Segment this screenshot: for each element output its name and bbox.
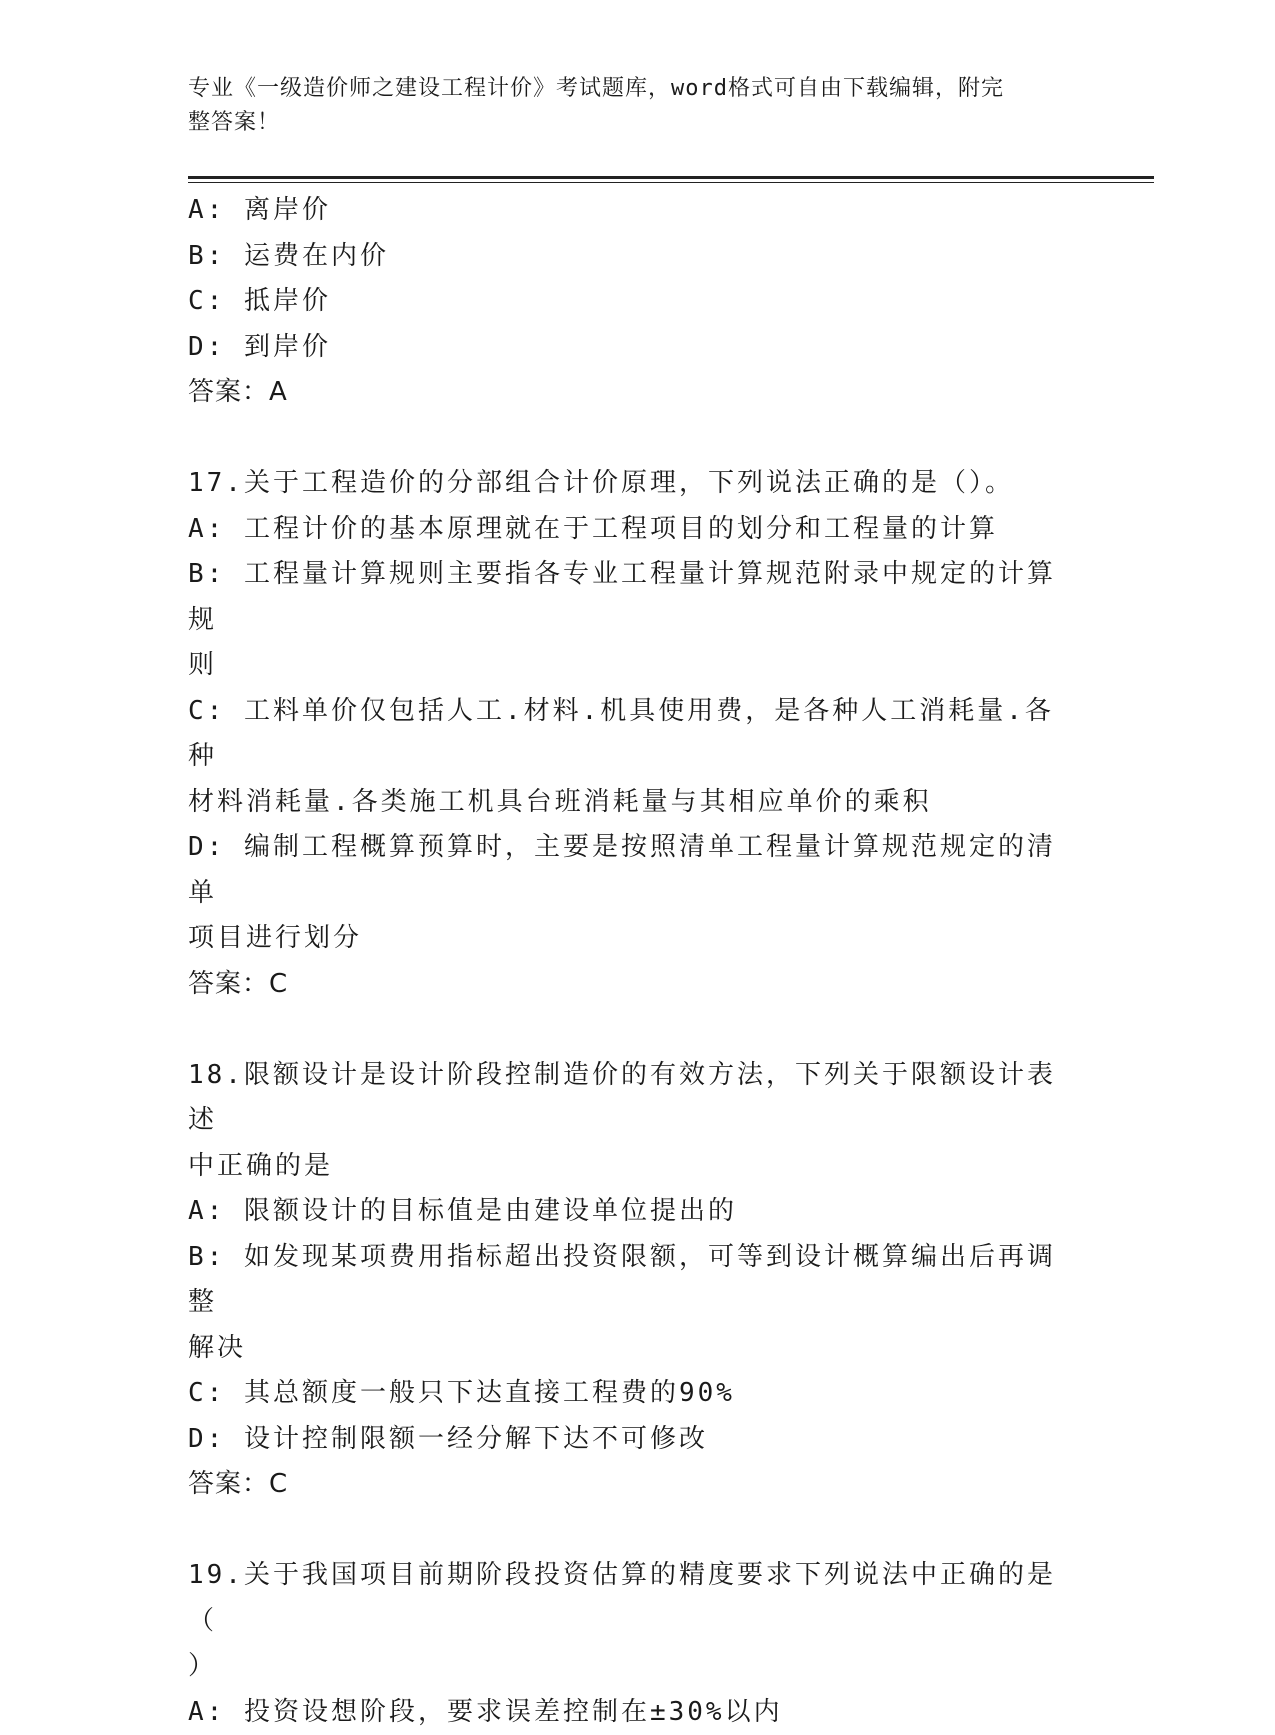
option-b: B: 运费在内价 (188, 234, 1068, 280)
option-d: D: 到岸价 (188, 325, 1068, 371)
option-c: C: 抵岸价 (188, 279, 1068, 325)
question-content (188, 188, 1068, 1735)
answer-line: 答案：A (188, 370, 1068, 416)
header-line-2: 整答案！ (188, 106, 1068, 140)
option-c: C: 工料单价仅包括人工.材料.机具使用费，是各种人工消耗量.各种 (188, 689, 1068, 780)
option-c-cont: 材料消耗量.各类施工机具台班消耗量与其相应单价的乘积 (188, 780, 1068, 826)
spacer (188, 1508, 1068, 1554)
header-rule-thick (188, 176, 1154, 179)
option-b-cont: 解决 (188, 1326, 1068, 1372)
option-c: C: 其总额度一般只下达直接工程费的90% (188, 1371, 1068, 1417)
option-d-cont: 项目进行划分 (188, 916, 1068, 962)
question-stem-cont: ） (188, 1644, 1068, 1690)
option-d: D: 设计控制限额一经分解下达不可修改 (188, 1417, 1068, 1463)
question-stem: 19.关于我国项目前期阶段投资估算的精度要求下列说法中正确的是（ (188, 1553, 1068, 1644)
question-stem-cont: 中正确的是 (188, 1144, 1068, 1190)
option-b: B: 如发现某项费用指标超出投资限额，可等到设计概算编出后再调整 (188, 1235, 1068, 1326)
option-a: A: 工程计价的基本原理就在于工程项目的划分和工程量的计算 (188, 507, 1068, 553)
header-rule-thin (188, 182, 1154, 183)
option-d: D: 编制工程概算预算时，主要是按照清单工程量计算规范规定的清单 (188, 825, 1068, 916)
question-19 (188, 1553, 1068, 1735)
spacer (188, 416, 1068, 462)
question-stem: 17.关于工程造价的分部组合计价原理，下列说法正确的是（）。 (188, 461, 1068, 507)
option-a: A: 离岸价 (188, 188, 1068, 234)
header-line-1: 专业《一级造价师之建设工程计价》考试题库，word格式可自由下载编辑，附完 (188, 72, 1068, 106)
option-a: A: 限额设计的目标值是由建设单位提出的 (188, 1189, 1068, 1235)
option-b-cont: 则 (188, 643, 1068, 689)
answer-line: 答案：C (188, 1462, 1068, 1508)
document-header (188, 72, 1068, 140)
answer-line: 答案：C (188, 962, 1068, 1008)
question-17 (188, 461, 1068, 1007)
spacer (188, 1007, 1068, 1053)
option-b: B: 工程量计算规则主要指各专业工程量计算规范附录中规定的计算规 (188, 552, 1068, 643)
question-18 (188, 1053, 1068, 1508)
option-a: A: 投资设想阶段，要求误差控制在±30%以内 (188, 1690, 1068, 1735)
question-16 (188, 188, 1068, 416)
question-stem: 18.限额设计是设计阶段控制造价的有效方法，下列关于限额设计表述 (188, 1053, 1068, 1144)
